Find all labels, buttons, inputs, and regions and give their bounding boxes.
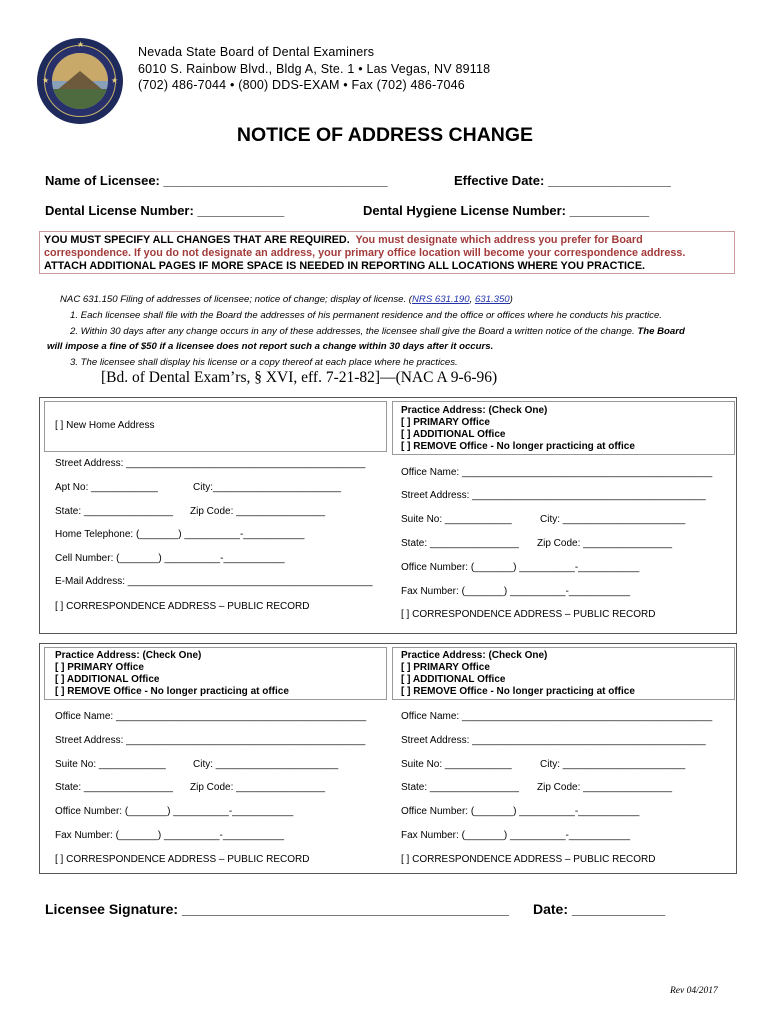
hygiene-label: Dental Hygiene License Number: <box>363 203 566 218</box>
practice-1-state-field[interactable]: State: ________________ <box>401 538 519 549</box>
practice-3-fax-field[interactable]: Fax Number: (_______) __________-___________ <box>401 830 631 841</box>
home-telephone-field[interactable]: Home Telephone: (_______) __________-___________ <box>55 529 305 540</box>
nac-history: [Bd. of Dental Exam’rs, § XVI, eff. 7-21-82]—(NAC A 9-6-96) <box>101 369 498 386</box>
practice-2-street-field[interactable]: Street Address: ___________________________________________ <box>55 735 366 746</box>
practice-2-office-name-field[interactable]: Office Name: _____________________________________________ <box>55 711 367 722</box>
practice-1-office-number-field[interactable]: Office Number: (_______) __________-___________ <box>401 562 640 573</box>
practice-2-correspondence-checkbox[interactable]: [ ] CORRESPONDENCE ADDRESS – PUBLIC RECORD <box>55 854 310 865</box>
nac-item-2-text: 2. Within 30 days after any change occurs in any of these addresses, the licensee shall give the Board a written notice of the change. <box>70 326 635 337</box>
home-correspondence-checkbox[interactable]: [ ] CORRESPONDENCE ADDRESS – PUBLIC RECORD <box>55 601 310 612</box>
practice-3-suite-field[interactable]: Suite No: ____________ <box>401 759 512 770</box>
practice-3-zip-field[interactable]: Zip Code: ________________ <box>537 782 673 793</box>
board-address: 6010 S. Rainbow Blvd., Bldg A, Ste. 1 • Las Vegas, NV 89118 <box>138 62 491 76</box>
practice-2-primary-checkbox[interactable]: [ ] PRIMARY Office <box>55 662 144 673</box>
warning-line-2: correspondence. If you do not designate an address, your primary office location will become your correspondence address. <box>44 247 686 259</box>
practice-1-primary-checkbox[interactable]: [ ] PRIMARY Office <box>401 417 490 428</box>
warning-line-1 <box>44 234 643 246</box>
practice-1-additional-checkbox[interactable]: [ ] ADDITIONAL Office <box>401 429 506 440</box>
nac-item-2 <box>70 326 685 337</box>
seal-star: ★ <box>77 40 85 49</box>
signature-date-field[interactable] <box>533 901 665 917</box>
nac-heading <box>60 294 513 305</box>
practice-2-zip-field[interactable]: Zip Code: ________________ <box>190 782 326 793</box>
home-state-field[interactable]: State: ________________ <box>55 506 173 517</box>
effective-label: Effective Date: <box>454 173 545 188</box>
practice-3-additional-checkbox[interactable]: [ ] ADDITIONAL Office <box>401 674 506 685</box>
name-of-licensee-field[interactable] <box>45 173 388 188</box>
practice-3-city-field[interactable]: City: ______________________ <box>540 759 686 770</box>
home-street-field[interactable]: Street Address: ___________________________________________ <box>55 458 366 469</box>
nac-item-1: 1. Each licensee shall file with the Board the addresses of his permanent residence and the office or offices where he conducts his practice. <box>70 310 662 321</box>
practice-2-office-number-field[interactable]: Office Number: (_______) __________-___________ <box>55 806 294 817</box>
effective-line: _________________ <box>547 173 671 188</box>
practice-1-city-field[interactable]: City: ______________________ <box>540 514 686 525</box>
practice-2-remove-checkbox[interactable]: [ ] REMOVE Office - No longer practicing at office <box>55 686 289 697</box>
nac-item-3: 3. The licensee shall display his license or a copy thereof at each place where he practices. <box>70 357 458 368</box>
practice-1-office-name-field[interactable]: Office Name: _____________________________________________ <box>401 467 713 478</box>
warning-black-text: YOU MUST SPECIFY ALL CHANGES THAT ARE REQUIRED. <box>44 234 350 246</box>
dental-line: ____________ <box>197 203 285 218</box>
board-phones: (702) 486-7044 • (800) DDS-EXAM • Fax (702) 486-7046 <box>138 78 465 92</box>
practice-1-suite-field[interactable]: Suite No: ____________ <box>401 514 512 525</box>
date-label: Date: <box>533 901 569 917</box>
nrs-631-350-link[interactable]: 631.350 <box>474 294 510 305</box>
practice-3-office-number-field[interactable]: Office Number: (_______) __________-___________ <box>401 806 640 817</box>
practice-3-state-field[interactable]: State: ________________ <box>401 782 519 793</box>
email-field[interactable]: E-Mail Address: ____________________________________________ <box>55 576 373 587</box>
seal-mountain <box>56 71 104 91</box>
practice-2-additional-checkbox[interactable]: [ ] ADDITIONAL Office <box>55 674 160 685</box>
seal-star: ★ <box>42 76 50 85</box>
practice-2-head: Practice Address: (Check One) <box>55 650 202 661</box>
name-label: Name of Licensee: <box>45 173 160 188</box>
nrs-631-190-link[interactable]: NRS 631.190 <box>412 294 470 305</box>
nac-item-2-cont: will impose a fine of $50 if a licensee does not report such a change within 30 days after it occurs. <box>47 341 494 352</box>
practice-1-correspondence-checkbox[interactable]: [ ] CORRESPONDENCE ADDRESS – PUBLIC RECORD <box>401 609 656 620</box>
practice-3-street-field[interactable]: Street Address: __________________________________________ <box>401 735 706 746</box>
practice-3-primary-checkbox[interactable]: [ ] PRIMARY Office <box>401 662 490 673</box>
licensee-signature-field[interactable] <box>45 901 509 917</box>
practice-1-fax-field[interactable]: Fax Number: (_______) __________-___________ <box>401 586 631 597</box>
hygiene-line: ___________ <box>569 203 650 218</box>
practice-3-remove-checkbox[interactable]: [ ] REMOVE Office - No longer practicing at office <box>401 686 635 697</box>
page-title: NOTICE OF ADDRESS CHANGE <box>236 124 534 146</box>
nac-ref-paren: ) <box>509 294 513 305</box>
dental-license-field[interactable] <box>45 203 284 218</box>
nac-ref-sep: , <box>469 294 475 305</box>
revision-label: Rev 04/2017 <box>670 986 718 996</box>
home-city-field[interactable]: City:_______________________ <box>193 482 341 493</box>
practice-2-fax-field[interactable]: Fax Number: (_______) __________-___________ <box>55 830 285 841</box>
practice-3-head: Practice Address: (Check One) <box>401 650 548 661</box>
practice-2-suite-field[interactable]: Suite No: ____________ <box>55 759 166 770</box>
practice-1-street-field[interactable]: Street Address: __________________________________________ <box>401 490 706 501</box>
new-home-checkbox[interactable]: [ ] New Home Address <box>55 420 155 431</box>
practice-3-office-name-field[interactable]: Office Name: _____________________________________________ <box>401 711 713 722</box>
hygiene-license-field[interactable] <box>363 203 649 218</box>
effective-date-field[interactable] <box>454 173 671 188</box>
practice-1-remove-checkbox[interactable]: [ ] REMOVE Office - No longer practicing at office <box>401 441 635 452</box>
nac-heading-text: NAC 631.150 Filing of addresses of licensee; notice of change; display of license. <box>60 294 407 305</box>
nac-item-2-bold: The Board <box>637 326 685 337</box>
board-name: Nevada State Board of Dental Examiners <box>138 45 375 59</box>
warning-line-3: ATTACH ADDITIONAL PAGES IF MORE SPACE IS NEEDED IN REPORTING ALL LOCATIONS WHERE YOU PRACTICE. <box>44 260 646 272</box>
seal-star: ★ <box>111 76 119 85</box>
practice-1-head: Practice Address: (Check One) <box>401 405 548 416</box>
practice-2-state-field[interactable]: State: ________________ <box>55 782 173 793</box>
practice-2-city-field[interactable]: City: ______________________ <box>193 759 339 770</box>
dental-label: Dental License Number: <box>45 203 194 218</box>
nac-ref-paren: ( <box>408 294 412 305</box>
signature-label: Licensee Signature: <box>45 901 179 917</box>
seal-ground <box>52 89 108 109</box>
seal-center <box>52 53 108 109</box>
name-line: _______________________________ <box>163 173 388 188</box>
cell-number-field[interactable]: Cell Number: (_______) __________-___________ <box>55 553 285 564</box>
practice-3-correspondence-checkbox[interactable]: [ ] CORRESPONDENCE ADDRESS – PUBLIC RECORD <box>401 854 656 865</box>
home-zip-field[interactable]: Zip Code: ________________ <box>190 506 326 517</box>
date-line: ____________ <box>571 901 666 917</box>
home-apt-field[interactable]: Apt No: ____________ <box>55 482 158 493</box>
warning-red-text: You must designate which address you prefer for Board <box>355 234 643 246</box>
practice-1-zip-field[interactable]: Zip Code: ________________ <box>537 538 673 549</box>
state-seal <box>37 38 123 124</box>
signature-line: __________________________________________ <box>181 901 509 917</box>
